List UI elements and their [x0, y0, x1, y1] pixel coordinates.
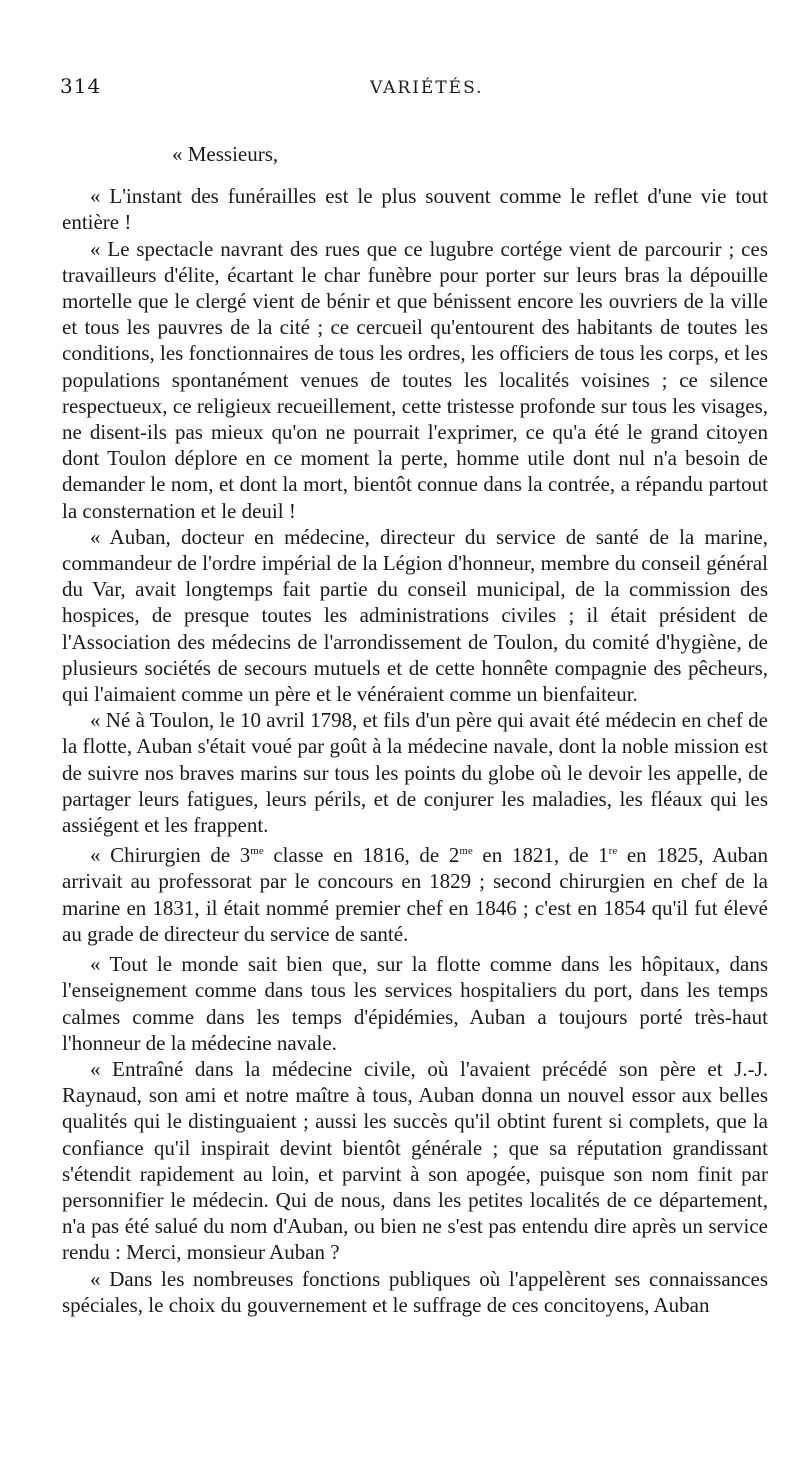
salutation: « Messieurs,: [172, 142, 279, 166]
paragraph-career: [62, 842, 768, 947]
paragraph: « Le spectacle navrant des rues que ce lugubre cortége vient de parcourir ; ces travailleurs d'élite, écartant le char funèbre pour porter sur leurs bras la dépouille mortelle que le clergé vient de bénir et que bénissent encore les ouvriers de la ville et tous les pauvres de la cité ; ce cercueil qu'entourent des habitants de toutes les conditions, les fonctionnaires de tous les ordres, les officiers de tous les corps, et les populations spontanément venues de toutes les localités voisines ; ce silence respectueux, ce religieux recueillement, cette tristesse profonde sur tous les visages, ne disent-ils pas mieux qu'on ne pourrait l'exprimer, ce qu'a été le grand citoyen dont Toulon déplore en ce moment la perte, homme utile dont nul n'a besoin de demander le nom, et dont la mort, bientôt connue dans la contrée, a répandu partout la consternation et le deuil !: [62, 236, 768, 523]
body-text: [62, 136, 768, 1318]
superscript: me: [459, 845, 473, 858]
text-run: en 1821, de 1: [472, 843, 609, 868]
text-run: classe en 1816, de 2: [263, 843, 460, 868]
paragraph: « L'instant des funérailles est le plus souvent comme le reflet d'une vie tout entière !: [62, 184, 768, 235]
page-header: [60, 74, 770, 104]
running-head: VARIÉTÉS.: [370, 78, 484, 98]
page-number: 314: [60, 74, 102, 98]
paragraph: « Dans les nombreuses fonctions publiques où l'appelèrent ses connaissances spéciales, le choix du gouvernement et le suffrage de ces concitoyens, Auban: [62, 1266, 768, 1317]
text-run: en 1825, Auban arrivait au professorat par le concours en 1829 ; second chirurgien en chef de la marine en 1831, il était nommé premier chef en 1846 ; c'est en 1854 qu'il fut élevé au grade de directeur du service de santé.: [62, 843, 768, 946]
paragraph: « Né à Toulon, le 10 avril 1798, et fils d'un père qui avait été médecin en chef de la flotte, Auban s'était voué par goût à la médecine navale, dont la noble mission est de suivre nos braves marins sur tous les points du globe où le devoir les appelle, de partager leurs fatigues, leurs périls, et de conjurer les maladies, les fléaux qui les assiégent et les frappent.: [62, 708, 768, 838]
text-run: « Chirurgien de 3: [90, 843, 251, 868]
paragraph: « Tout le monde sait bien que, sur la flotte comme dans les hôpitaux, dans l'enseignement comme dans tous les services hospitaliers du port, dans les temps calmes comme dans les temps d'épidémies, Auban a toujours porté très-haut l'honneur de la médecine navale.: [62, 952, 768, 1055]
superscript: re: [608, 845, 618, 858]
superscript: me: [250, 845, 264, 858]
paragraph: « Auban, docteur en médecine, directeur du service de santé de la marine, commandeur de l'ordre impérial de la Légion d'honneur, membre du conseil général du Var, avait longtemps fait partie du conseil municipal, de la commission des hospices, de presque toutes les administrations civiles ; il était président de l'Association des médecins de l'arrondissement de Toulon, du comité d'hygiène, de plusieurs sociétés de secours mutuels et de cette honnête compagnie des pêcheurs, qui l'aimaient comme un père et le vénéraient comme un bienfaiteur.: [62, 524, 768, 707]
paragraph: « Entraîné dans la médecine civile, où l'avaient précédé son père et J.-J. Raynaud, son ami et notre maître à tous, Auban donna un nouvel essor aux belles qualités qui le distinguaient ; aussi les succès qu'il obtint furent si complets, que la confiance qu'il inspirait devint bientôt générale ; que sa réputation grandissant s'étendit rapidement au loin, et parvint à son apogée, puisque son nom finit par personnifier le médecin. Qui de nous, dans les petites localités de ce département, n'a pas été salué du nom d'Auban, ou bien ne s'est pas entendu dire après un service rendu : Merci, monsieur Auban ?: [62, 1056, 768, 1265]
